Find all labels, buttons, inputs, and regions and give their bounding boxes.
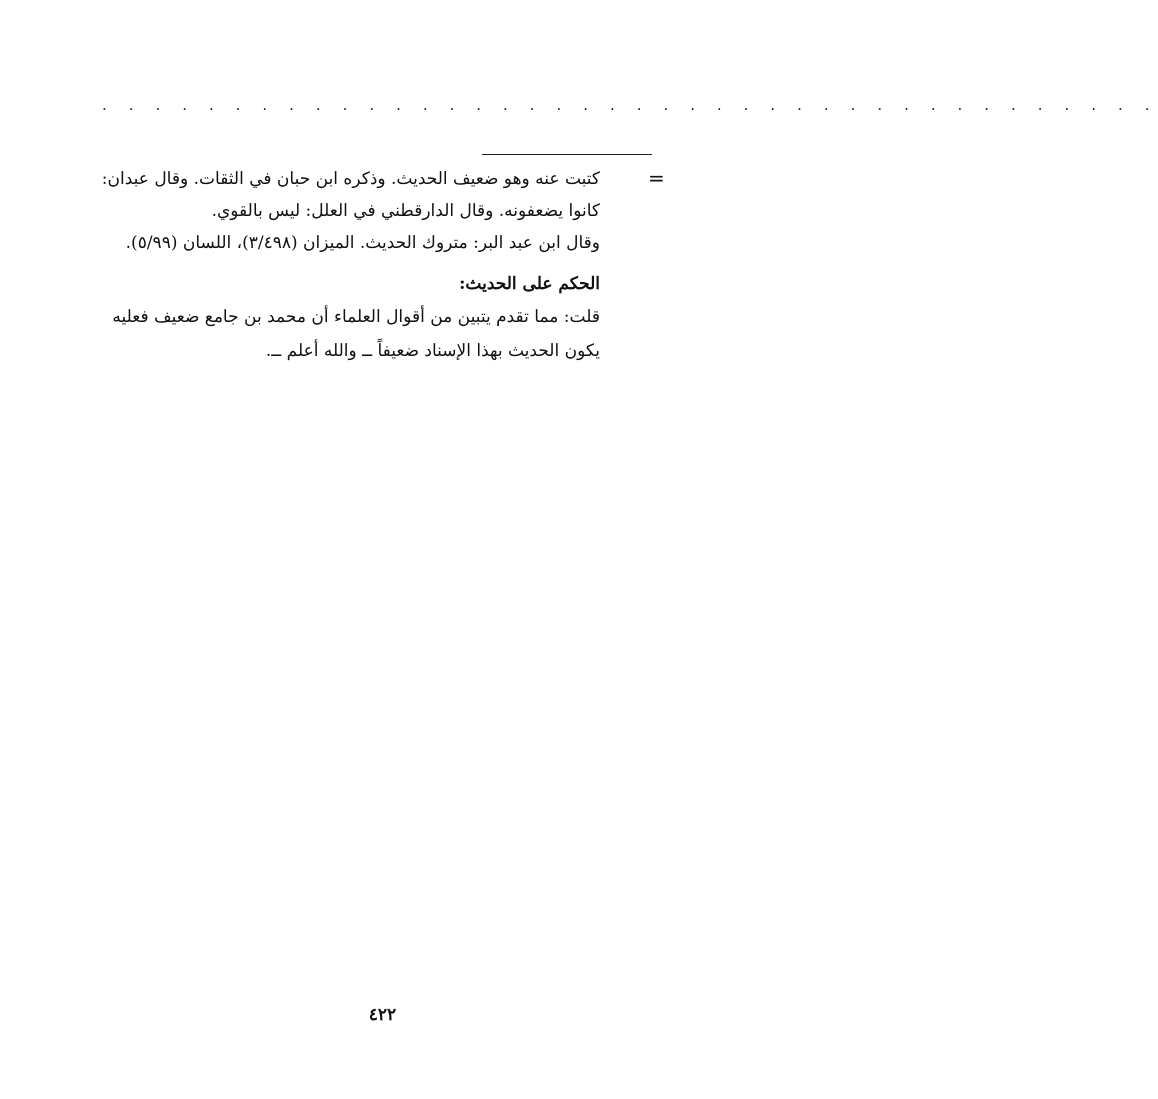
narrator-paragraph [100, 163, 600, 259]
ruling-paragraph [100, 300, 600, 368]
text-line: كتبت عنه وهو ضعيف الحديث. وذكره ابن حبان في الثقات. وقال عبدان: [101, 169, 600, 189]
text-line: كانوا يضعفونه. وقال الدارقطني في العلل: ليس بالقوي. [211, 201, 600, 221]
section-heading: الحكم على الحديث: [459, 274, 600, 294]
dotted-separator: . . . . . . . . . . . . . . . . . . . . . . . . . . . . . . . . . . . . . . . . [102, 96, 1158, 114]
page-number: ٤٢٢ [368, 1005, 397, 1025]
text-line: وقال ابن عبد البر: متروك الحديث. الميزان (٣/٤٩٨)، اللسان (٥/٩٩). [125, 233, 600, 253]
text-line: يكون الحديث بهذا الإسناد ضعيفاً ــ والله أعلم ــ. [265, 341, 600, 361]
text-line: قلت: مما تقدم يتبين من أقوال العلماء أن محمد بن جامع ضعيف فعليه [112, 307, 600, 327]
footnote-rule [482, 154, 652, 155]
continuation-mark: = [648, 166, 665, 190]
